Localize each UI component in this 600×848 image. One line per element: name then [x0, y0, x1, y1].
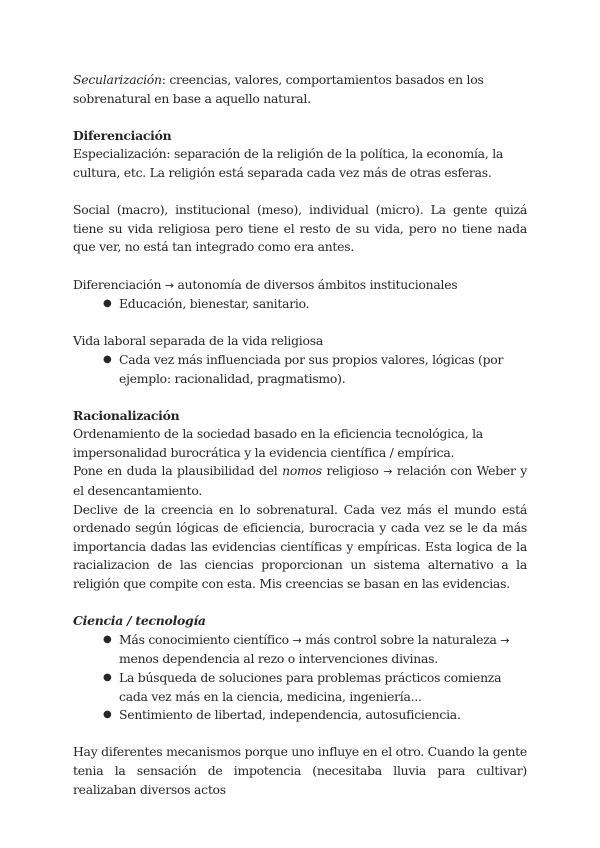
term-nomos: nomos — [282, 463, 322, 479]
bullet-list-ambitos — [73, 295, 527, 314]
paragraph-nomos: Pone en duda la plausibilidad del nomos religioso → relación con Weber y el desencantamiento. — [73, 463, 528, 499]
heading-ciencia-tecnologia: Ciencia / tecnología — [73, 613, 206, 629]
bullet-list-vida-laboral — [73, 351, 527, 388]
paragraph-niveles: Social (macro), institucional (meso), individual (micro). La gente quizá tiene su vida religiosa pero tiene el resto de su vida, pero no tiene nada que ver, no está tan integrado como era antes. — [73, 202, 527, 255]
list-item: ● Sentimiento de libertad, independencia, autosuficiencia. — [73, 706, 527, 725]
bullet-icon: ● — [103, 709, 112, 721]
paragraph-ordenamiento: Ordenamiento de la sociedad basado en la eficiencia tecnológica, la impersonalidad burocrática y la evidencia científica / empírica. — [73, 426, 483, 460]
term-secularizacion: Secularización — [73, 72, 162, 87]
arrow-icon: → — [292, 633, 302, 647]
paragraph-declive: Declive de la creencia en lo sobrenatural. Cada vez más el mundo está ordenado según lógicas de eficiencia, burocracia y cada vez se le da más importancia dadas las evidencias científicas y empíricas. Esta logica de la racializacion de las ciencias proporcionan un sistema alternativo a la religión que compite con esta. Mis creencias se basan en las evidencias. — [73, 501, 527, 592]
arrow-icon: → — [383, 465, 393, 479]
list-item: ● Más conocimiento científico → más control sobre la naturaleza → menos dependencia al rezo o intervenciones divinas. — [103, 631, 510, 667]
bullet-icon: ● — [103, 672, 112, 683]
bullet-icon: ● — [103, 298, 112, 310]
arrow-icon: → — [500, 633, 510, 647]
paragraph-mecanismos: Hay diferentes mecanismos porque uno influye en el otro. Cuando la gente tenia la sensación de impotencia (necesitaba lluvia para cultivar) realizaban diversos actos — [73, 744, 527, 797]
arrow-icon: → — [164, 278, 174, 292]
bullet-icon: ● — [103, 353, 112, 365]
list-item: ● La búsqueda de soluciones para problemas prácticos comienza cada vez más en la ciencia, medicina, ingeniería... — [103, 670, 502, 704]
list-item: ● Cada vez más influenciada por sus propios valores, lógicas (por ejemplo: racionalidad, pragmatismo). — [103, 351, 504, 386]
paragraph-vida-laboral: Vida laboral separada de la vida religiosa — [73, 333, 323, 349]
intro-paragraph: Secularización: creencias, valores, comportamientos basados en los sobrenatural en base a aquello natural. — [73, 72, 484, 106]
paragraph-especializacion: Especialización: separación de la religión de la política, la economía, la cultura, etc. La religión está separada cada vez más de otras esferas. — [73, 146, 504, 180]
list-item: ● Educación, bienestar, sanitario. — [73, 295, 527, 314]
heading-racionalizacion: Racionalización — [73, 407, 180, 423]
bullet-list-ciencia — [73, 631, 527, 725]
heading-diferenciacion: Diferenciación — [73, 127, 172, 143]
paragraph-autonomia: Diferenciación → autonomía de diversos ámbitos institucionales — [73, 276, 458, 292]
bullet-icon: ● — [103, 633, 112, 645]
